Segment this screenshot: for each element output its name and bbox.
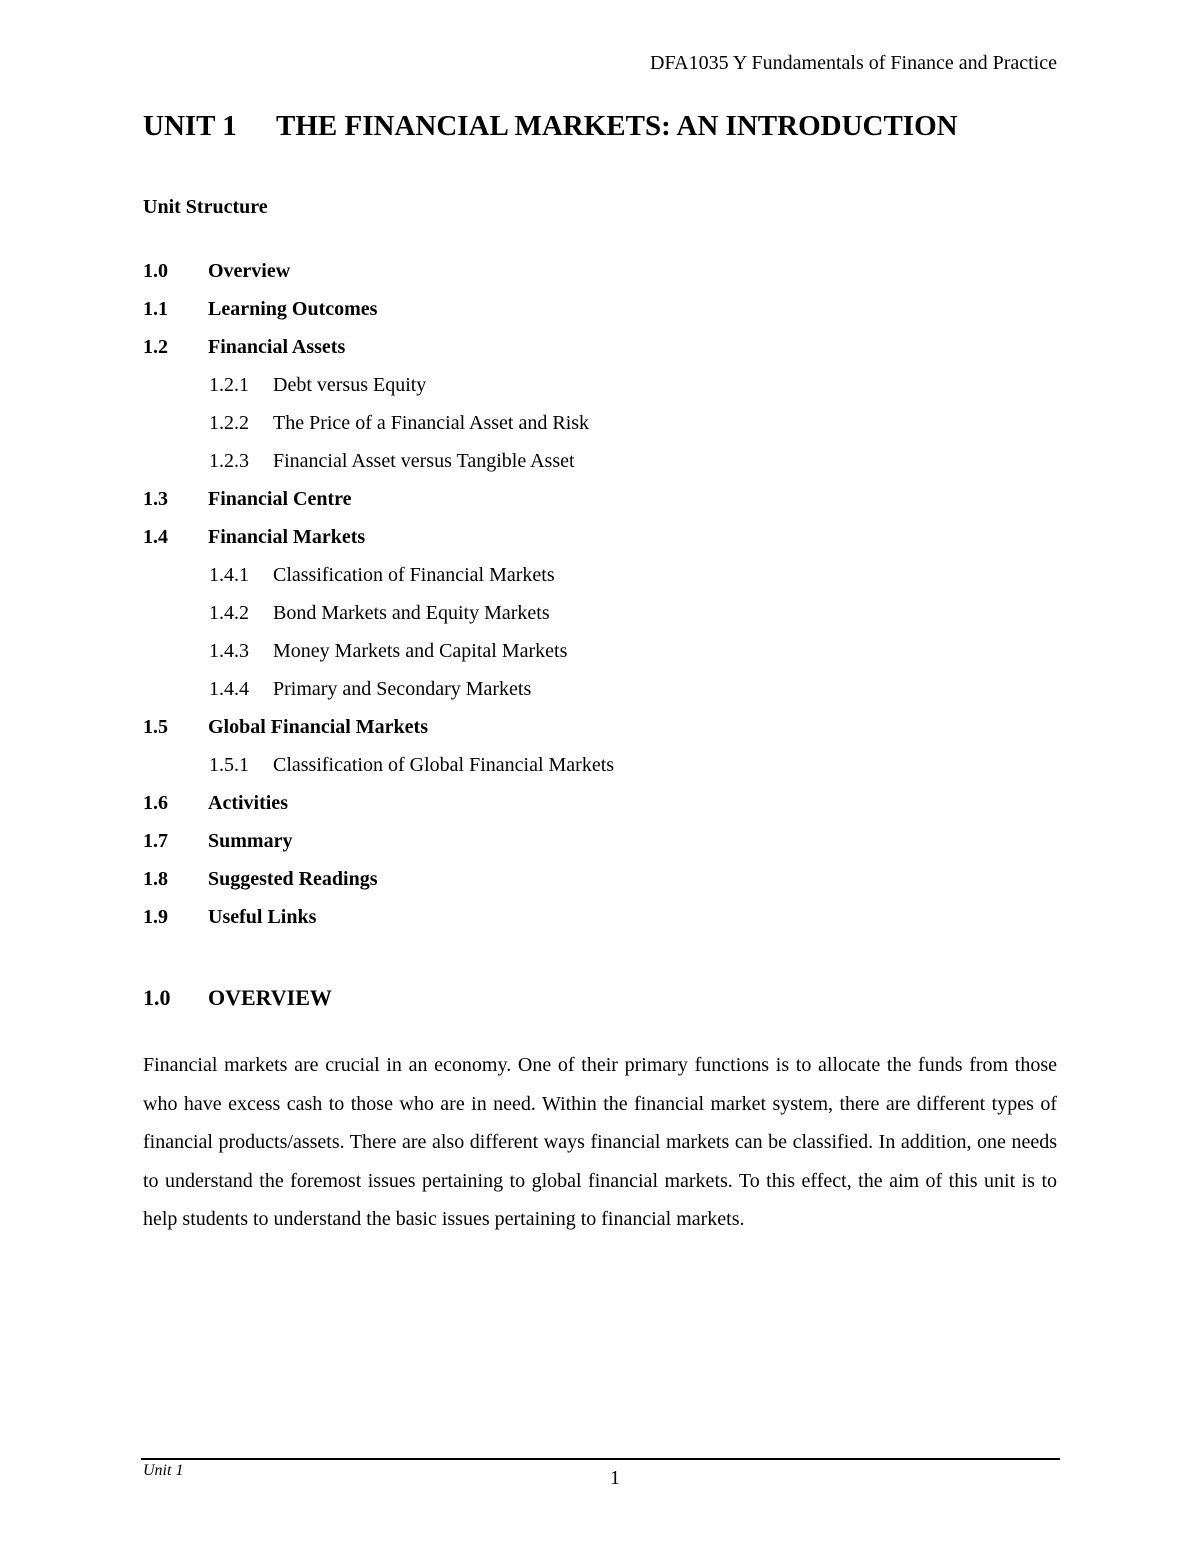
toc-number: 1.4 xyxy=(143,526,168,548)
toc-item-debt-versus-equity xyxy=(143,372,1043,410)
overview-title: OVERVIEW xyxy=(208,985,332,1010)
toc-item-financial-markets xyxy=(143,524,1043,562)
toc-number: 1.2 xyxy=(143,336,168,358)
unit-title xyxy=(143,110,958,143)
toc-number: 1.2.3 xyxy=(209,450,249,472)
toc-label: The Price of a Financial Asset and Risk xyxy=(273,412,590,434)
toc-item-bond-and-equity xyxy=(143,600,1043,638)
toc-number: 1.8 xyxy=(143,868,168,890)
toc-number: 1.3 xyxy=(143,488,168,510)
toc-item-price-and-risk xyxy=(143,410,1043,448)
toc-label: Suggested Readings xyxy=(208,868,378,890)
toc-item-primary-and-secondary xyxy=(143,676,1043,714)
table-of-contents xyxy=(143,258,1043,942)
toc-number: 1.4.3 xyxy=(209,640,249,662)
toc-number: 1.4.1 xyxy=(209,564,249,586)
toc-number: 1.4.4 xyxy=(209,678,249,700)
toc-label: Financial Centre xyxy=(208,488,352,510)
toc-number: 1.0 xyxy=(143,260,168,282)
toc-item-financial-vs-tangible xyxy=(143,448,1043,486)
toc-number: 1.1 xyxy=(143,298,168,320)
running-header: DFA1035 Y Fundamentals of Finance and Practice xyxy=(650,52,1057,74)
toc-label: Activities xyxy=(208,792,288,814)
toc-number: 1.6 xyxy=(143,792,168,814)
toc-label: Primary and Secondary Markets xyxy=(273,678,532,700)
toc-item-global-classification xyxy=(143,752,1043,790)
toc-label: Bond Markets and Equity Markets xyxy=(273,602,550,624)
toc-label: Classification of Financial Markets xyxy=(273,564,555,586)
toc-item-summary xyxy=(143,828,1043,866)
overview-heading xyxy=(143,985,332,1011)
overview-paragraph: Financial markets are crucial in an economy. One of their primary functions is to allocate the funds from those who have excess cash to those who are in need. Within the financial market system, there are different types of financial products/assets. There are also different ways financial markets can be classified. In addition, one needs to understand the foremost issues pertaining to global financial markets. To this effect, the aim of this unit is to help students to understand the basic issues pertaining to financial markets. xyxy=(143,1054,1057,1230)
toc-item-activities xyxy=(143,790,1043,828)
toc-label: Useful Links xyxy=(208,906,317,928)
toc-item-classification xyxy=(143,562,1043,600)
toc-item-global-financial-markets xyxy=(143,714,1043,752)
footer-unit-label: Unit 1 xyxy=(143,1462,184,1479)
toc-number: 1.2.1 xyxy=(209,374,249,396)
toc-label: Financial Markets xyxy=(208,526,366,548)
toc-item-suggested-readings xyxy=(143,866,1043,904)
toc-label: Classification of Global Financial Markets xyxy=(273,754,615,776)
toc-label: Financial Assets xyxy=(208,336,346,358)
toc-label: Summary xyxy=(208,830,293,852)
toc-label: Global Financial Markets xyxy=(208,716,428,738)
toc-label: Debt versus Equity xyxy=(273,374,427,396)
toc-item-financial-assets xyxy=(143,334,1043,372)
toc-label: Money Markets and Capital Markets xyxy=(273,640,568,662)
toc-number: 1.7 xyxy=(143,830,168,852)
toc-number: 1.5.1 xyxy=(209,754,249,776)
toc-item-overview xyxy=(143,258,1043,296)
toc-label: Overview xyxy=(208,260,291,282)
unit-number: UNIT 1 xyxy=(143,110,237,142)
unit-title-text: THE FINANCIAL MARKETS: AN INTRODUCTION xyxy=(276,110,958,142)
toc-number: 1.2.2 xyxy=(209,412,249,434)
toc-label: Learning Outcomes xyxy=(208,298,378,320)
footer-divider xyxy=(141,1458,1060,1460)
page-number: 1 xyxy=(610,1467,620,1489)
toc-number: 1.9 xyxy=(143,906,168,928)
toc-item-learning-outcomes xyxy=(143,296,1043,334)
toc-label: Financial Asset versus Tangible Asset xyxy=(273,450,575,472)
toc-item-money-and-capital xyxy=(143,638,1043,676)
toc-number: 1.5 xyxy=(143,716,168,738)
overview-number: 1.0 xyxy=(143,985,171,1010)
unit-structure-heading: Unit Structure xyxy=(143,196,268,218)
toc-item-useful-links xyxy=(143,904,1043,942)
toc-number: 1.4.2 xyxy=(209,602,249,624)
toc-item-financial-centre xyxy=(143,486,1043,524)
